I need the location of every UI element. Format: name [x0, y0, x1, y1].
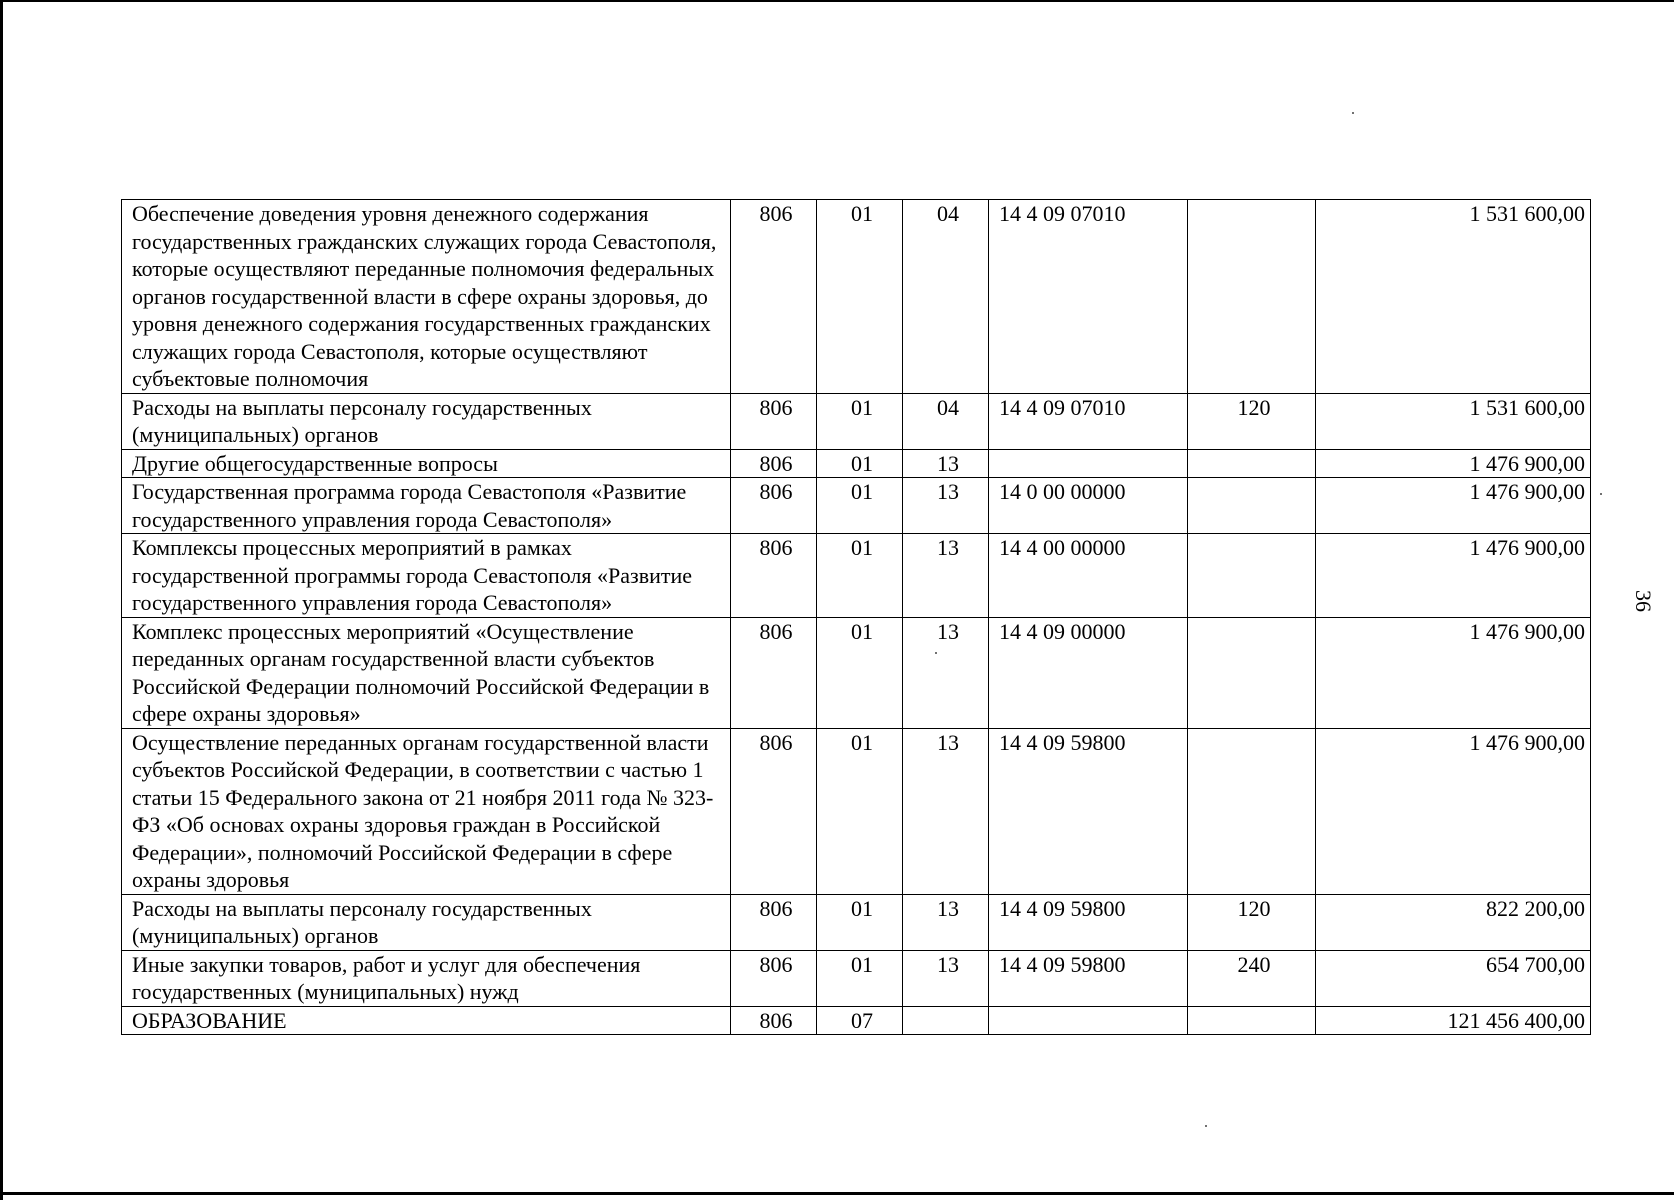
expense-type-cell: 120 [1188, 894, 1316, 950]
table-row [122, 1006, 1591, 1035]
target-article-cell: 14 4 09 59800 [989, 950, 1188, 1006]
expense-name-cell: Расходы на выплаты персоналу государственных (муниципальных) органов [122, 393, 731, 449]
table-row [122, 617, 1591, 728]
expense-type-cell [1188, 728, 1316, 894]
amount-cell: 822 200,00 [1316, 894, 1591, 950]
target-article-cell: 14 4 09 07010 [989, 393, 1188, 449]
ministry-code-cell: 806 [731, 534, 817, 618]
section-code-cell: 01 [817, 534, 903, 618]
expense-name-cell: Иные закупки товаров, работ и услуг для обеспечения государственных (муниципальных) нужд [122, 950, 731, 1006]
ministry-code-cell: 806 [731, 728, 817, 894]
section-code-cell: 01 [817, 393, 903, 449]
subsection-code-cell: 13 [903, 449, 989, 478]
amount-cell: 1 476 900,00 [1316, 728, 1591, 894]
expense-type-cell [1188, 1006, 1316, 1035]
section-code-cell: 07 [817, 1006, 903, 1035]
expense-type-cell [1188, 200, 1316, 394]
section-code-cell: 01 [817, 617, 903, 728]
ministry-code-cell: 806 [731, 393, 817, 449]
section-code-cell: 01 [817, 894, 903, 950]
subsection-code-cell: 13 [903, 894, 989, 950]
expense-type-cell [1188, 617, 1316, 728]
target-article-cell: 14 4 09 59800 [989, 894, 1188, 950]
subsection-code-cell: 13 [903, 950, 989, 1006]
expense-name-cell: Другие общегосударственные вопросы [122, 449, 731, 478]
ministry-code-cell: 806 [731, 478, 817, 534]
subsection-code-cell: 04 [903, 200, 989, 394]
expense-name-cell: ОБРАЗОВАНИЕ [122, 1006, 731, 1035]
subsection-code-cell: 13 [903, 478, 989, 534]
scan-border-bottom [0, 1192, 1674, 1195]
subsection-code-cell: 13 [903, 728, 989, 894]
ministry-code-cell: 806 [731, 200, 817, 394]
expense-name-cell: Обеспечение доведения уровня денежного содержания государственных гражданских служащих города Севастополя, которые осуществляют переданные полномочия федеральных органов государственной власти в сфере охраны здоровья, до уровня денежного содержания государственных гражданских служащих города Севастополя, которые осуществляют субъектовые полномочия [122, 200, 731, 394]
expense-type-cell [1188, 449, 1316, 478]
amount-cell: 1 476 900,00 [1316, 617, 1591, 728]
table-row [122, 200, 1591, 394]
ministry-code-cell: 806 [731, 1006, 817, 1035]
expense-name-cell: Комплекс процессных мероприятий «Осуществление переданных органам государственной власти субъектов Российской Федерации полномочий Российской Федерации в сфере охраны здоровья» [122, 617, 731, 728]
table-row [122, 894, 1591, 950]
ministry-code-cell: 806 [731, 449, 817, 478]
scan-border-top [0, 0, 1674, 2]
amount-cell: 1 476 900,00 [1316, 534, 1591, 618]
amount-cell: 1 476 900,00 [1316, 478, 1591, 534]
subsection-code-cell: 13 [903, 617, 989, 728]
subsection-code-cell [903, 1006, 989, 1035]
section-code-cell: 01 [817, 728, 903, 894]
section-code-cell: 01 [817, 478, 903, 534]
table-row [122, 478, 1591, 534]
ministry-code-cell: 806 [731, 894, 817, 950]
page-number: 36 [1631, 590, 1656, 612]
expense-name-cell: Расходы на выплаты персоналу государственных (муниципальных) органов [122, 894, 731, 950]
expense-type-cell [1188, 534, 1316, 618]
expense-type-cell: 120 [1188, 393, 1316, 449]
target-article-cell: 14 4 09 00000 [989, 617, 1188, 728]
subsection-code-cell: 04 [903, 393, 989, 449]
amount-cell: 121 456 400,00 [1316, 1006, 1591, 1035]
expense-type-cell [1188, 478, 1316, 534]
table-row [122, 449, 1591, 478]
amount-cell: 1 531 600,00 [1316, 200, 1591, 394]
scan-speck [1600, 493, 1602, 495]
section-code-cell: 01 [817, 200, 903, 394]
target-article-cell [989, 1006, 1188, 1035]
target-article-cell: 14 4 00 00000 [989, 534, 1188, 618]
amount-cell: 1 531 600,00 [1316, 393, 1591, 449]
amount-cell: 1 476 900,00 [1316, 449, 1591, 478]
expense-name-cell: Государственная программа города Севастополя «Развитие государственного управления города Севастополя» [122, 478, 731, 534]
table-row [122, 728, 1591, 894]
scan-border-left [0, 0, 3, 1200]
subsection-code-cell: 13 [903, 534, 989, 618]
target-article-cell: 14 4 09 59800 [989, 728, 1188, 894]
target-article-cell [989, 449, 1188, 478]
budget-table [121, 199, 1591, 1035]
ministry-code-cell: 806 [731, 617, 817, 728]
expense-type-cell: 240 [1188, 950, 1316, 1006]
scan-speck [1352, 112, 1354, 114]
table-body [122, 200, 1591, 1035]
table-row [122, 393, 1591, 449]
expense-name-cell: Осуществление переданных органам государственной власти субъектов Российской Федерации, в соответствии с частью 1 статьи 15 Федерального закона от 21 ноября 2011 года № 323-ФЗ «Об основах охраны здоровья граждан в Российской Федерации», полномочий Российской Федерации в сфере охраны здоровья [122, 728, 731, 894]
ministry-code-cell: 806 [731, 950, 817, 1006]
section-code-cell: 01 [817, 449, 903, 478]
table-row [122, 534, 1591, 618]
amount-cell: 654 700,00 [1316, 950, 1591, 1006]
expense-name-cell: Комплексы процессных мероприятий в рамках государственной программы города Севастополя «Развитие государственного управления города Севастополя» [122, 534, 731, 618]
target-article-cell: 14 4 09 07010 [989, 200, 1188, 394]
section-code-cell: 01 [817, 950, 903, 1006]
target-article-cell: 14 0 00 00000 [989, 478, 1188, 534]
table-row [122, 950, 1591, 1006]
scan-speck [1205, 1125, 1207, 1127]
